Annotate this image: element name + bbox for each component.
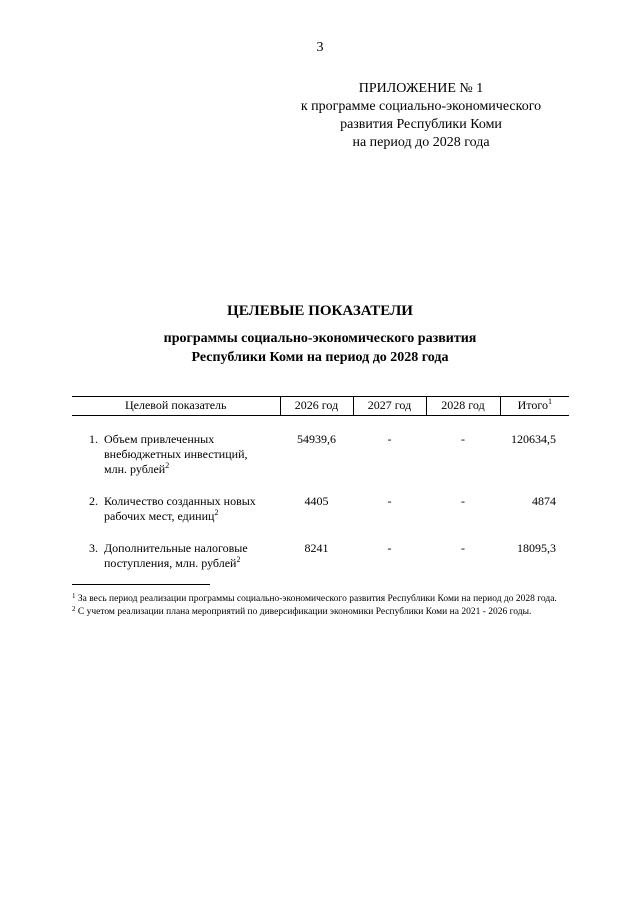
header-2028: 2028 год (426, 397, 500, 416)
footnote-1 (72, 593, 568, 606)
value-2026: 8241 (304, 541, 329, 555)
footnote-mark: 2 (236, 555, 241, 564)
value-2028: - (461, 432, 465, 446)
appendix-region-line: развития Республики Коми (340, 117, 502, 132)
footnote-2-text: С учетом реализации плана мероприятий по диверсификации экономики Республики Коми на 2021 - 2026 годы. (77, 606, 532, 617)
footnote-2 (72, 606, 568, 619)
value-2028: - (461, 494, 465, 508)
table-row (72, 477, 569, 524)
indicator-cell (72, 477, 280, 524)
indicators-table (72, 396, 569, 571)
footnote-1-text: За весь период реализации программы социально-экономического развития Республики Коми на период до 2028 года. (77, 594, 557, 604)
header-2027: 2027 год (353, 397, 426, 416)
indicator-line: Дополнительные налоговые (104, 541, 248, 555)
indicator-line: Количество созданных новых (104, 494, 256, 508)
footnote-2-mark: 2 (72, 604, 76, 613)
header-total (500, 397, 569, 416)
appendix-period-line: на период до 2028 года (352, 135, 490, 150)
value-total: 120634,5 (511, 432, 556, 446)
page-number: 3 (316, 40, 324, 55)
value-2026: 4405 (304, 494, 329, 508)
appendix-label: ПРИЛОЖЕНИЕ № 1 (358, 81, 484, 96)
document-subtitle (0, 329, 640, 367)
value-2026: 54939,6 (297, 432, 336, 446)
appendix-program-line: к программе социально-экономического (300, 99, 542, 114)
value-2028: - (461, 541, 465, 555)
footnote-mark: 2 (214, 508, 219, 517)
footnote-1-mark: 1 (72, 592, 76, 600)
appendix-header (280, 80, 562, 152)
indicator-cell (72, 524, 280, 571)
indicator-line: Объем привлеченных (104, 432, 215, 446)
header-total-label: Итого (517, 398, 548, 412)
row-number: 1. (89, 432, 98, 446)
row-number: 3. (89, 541, 98, 555)
indicator-line: млн. рублей (104, 462, 166, 476)
value-2027: - (387, 494, 392, 508)
value-2027: - (387, 541, 392, 555)
indicator-text (104, 541, 274, 571)
header-total-footnote-mark: 1 (547, 397, 552, 406)
footnote-separator (72, 584, 210, 585)
footnote-mark: 2 (165, 461, 170, 470)
table-row (72, 416, 569, 478)
table-row (72, 524, 569, 571)
value-total: 18095,3 (517, 541, 556, 555)
footnotes (72, 593, 568, 618)
table-header-row (72, 397, 569, 416)
indicator-line: внебюджетных инвестиций, (104, 447, 248, 461)
document-title: ЦЕЛЕВЫЕ ПОКАЗАТЕЛИ (227, 303, 413, 319)
indicator-line: рабочих мест, единиц (104, 509, 215, 523)
value-2027: - (387, 432, 392, 446)
subtitle-line-2: Республики Коми на период до 2028 года (191, 350, 449, 365)
header-indicator: Целевой показатель (72, 397, 280, 416)
subtitle-line-1: программы социально-экономического развития (163, 331, 477, 346)
indicator-line: поступления, млн. рублей (104, 556, 237, 570)
indicator-text (104, 432, 274, 477)
indicator-text (104, 494, 274, 524)
value-total: 4874 (532, 494, 556, 508)
indicator-cell (72, 416, 280, 478)
row-number: 2. (89, 494, 98, 508)
header-2026: 2026 год (280, 397, 353, 416)
